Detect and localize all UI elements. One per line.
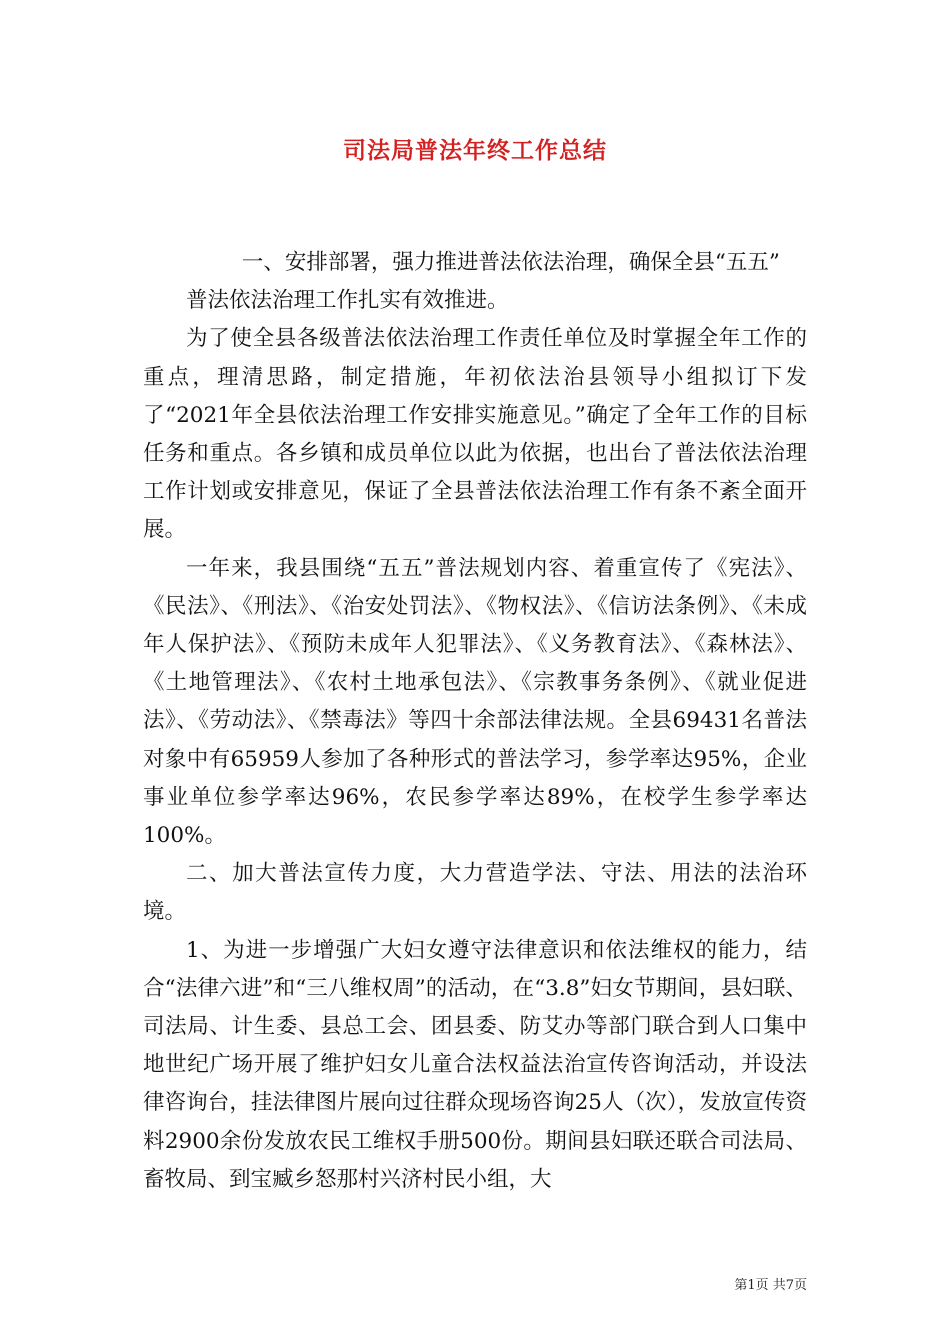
section-heading-2: 二、加大普法宣传力度，大力营造学法、守法、用法的法治环境。 bbox=[143, 861, 807, 925]
paragraph: 1、为进一步增强广大妇女遵守法律意识和依法维权的能力，结合“法律六进”和“三八维权周”的活动，在“3.8”妇女节期间，县妇联、司法局、计生委、县总工会、团县委、防艾办等部门联合到人口集中地世纪广场开展了维护妇女儿童合法权益法治宣传咨询活动，并设法律咨询台，挂法律图片展向过往群众现场咨询25人（次），发放宣传资料2900余份发放农民工维权手册500份。期间县妇联还联合司法局、畜牧局、到宝臧乡怒那村兴济村民小组，大 bbox=[143, 937, 807, 1192]
page-number: 第1页 共7页 bbox=[734, 1278, 807, 1293]
paragraph: 普法依法治理工作扎实有效推进。 bbox=[186, 288, 509, 314]
section-heading-1: 一、安排部署，强力推进普法依法治理，确保全县“五五” bbox=[241, 250, 780, 275]
document-body bbox=[143, 244, 807, 1199]
paragraph: 一年来，我县围绕“五五”普法规划内容、着重宣传了《宪法》、《民法》、《刑法》、《治安处罚法》、《物权法》、《信访法条例》、《未成年人保护法》、《预防未成年人犯罪法》、《义务教育法》、《森林法》、《土地管理法》、《农村土地承包法》、《宗教事务条例》、《就业促进法》、《劳动法》、《禁毒法》等四十余部法律法规。全县69431名普法对象中有65959人参加了各种形式的普法学习，参学率达95%，企业事业单位参学率达96%，农民参学率达89%，在校学生参学率达100%。 bbox=[143, 555, 807, 849]
document-title: 司法局普法年终工作总结 bbox=[343, 137, 607, 164]
paragraph: 为了使全县各级普法依法治理工作责任单位及时掌握全年工作的重点，理清思路，制定措施，年初依法治县领导小组拟订下发了“2021年全县依法治理工作安排实施意见。”确定了全年工作的目标任务和重点。各乡镇和成员单位以此为依据，也出台了普法依法治理工作计划或安排意见，保证了全县普法依法治理工作有条不紊全面开展。 bbox=[143, 326, 807, 543]
